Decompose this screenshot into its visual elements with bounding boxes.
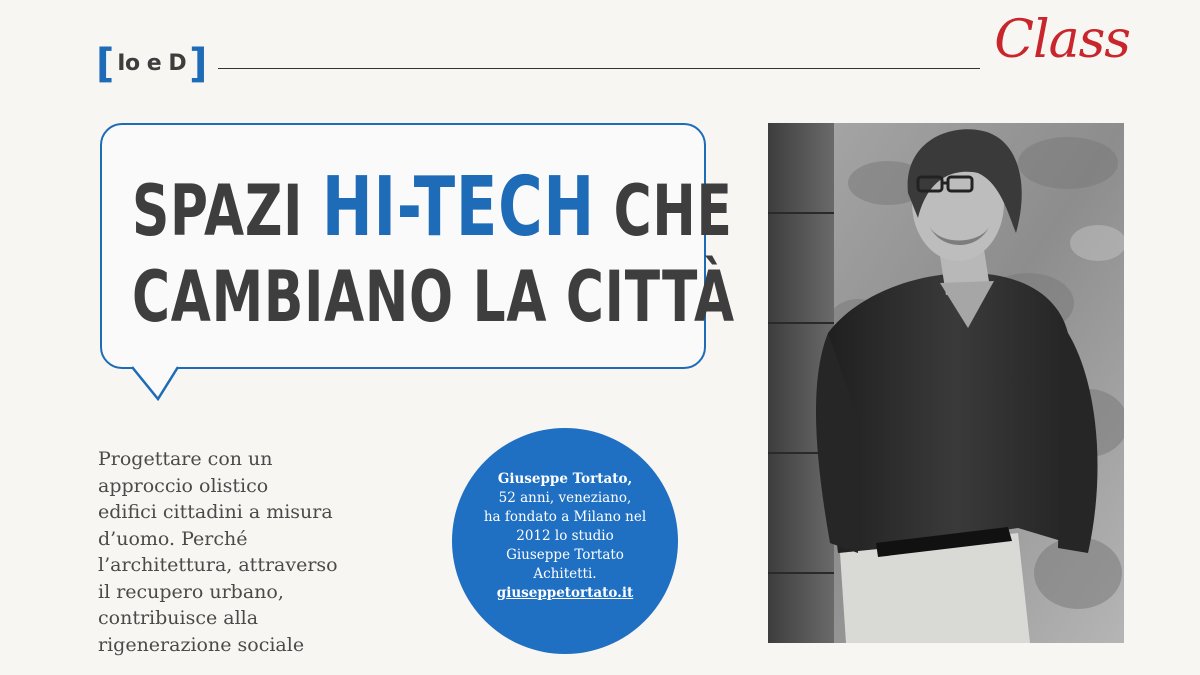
- headline-bubble: [100, 123, 735, 369]
- headline-line-2: CAMBIANO LA CITTÀ: [132, 256, 735, 338]
- intro-text: Progettare con un approccio olistico edifici cittadini a misura d’uomo. Perché l’architettura, attraverso il recupero urbano, contribuisce alla rigenerazione sociale: [98, 448, 338, 656]
- headline-word-spazi: SPAZI: [132, 170, 322, 252]
- speech-bubble-tail-icon: [130, 365, 190, 401]
- header-rule: [218, 68, 980, 69]
- bio-line: 52 anni, veneziano,: [498, 490, 632, 506]
- bio-name: Giuseppe Tortato,: [497, 471, 633, 487]
- section-tag: [96, 41, 208, 87]
- section-label: Io e D: [117, 51, 187, 76]
- headline-accent: HI-TECH: [321, 160, 595, 255]
- section-bracket-close: ]: [189, 41, 208, 87]
- magazine-brand: Class: [994, 10, 1130, 70]
- bio-line: 2012 lo studio: [516, 528, 614, 544]
- portrait-illustration: [768, 123, 1124, 643]
- bio-line: ha fondato a Milano nel: [483, 509, 647, 525]
- portrait-photo: [768, 123, 1124, 643]
- section-bracket-open: [: [96, 41, 115, 87]
- bio-website-link[interactable]: giuseppetortato.it: [496, 585, 634, 601]
- headline-word-che: CHE: [594, 170, 733, 252]
- bio-circle: [452, 428, 678, 654]
- headline-line-1: [132, 160, 733, 255]
- headline: [132, 160, 735, 340]
- bio-line: Achitetti.: [533, 566, 597, 582]
- bio-line: Giuseppe Tortato: [506, 547, 624, 563]
